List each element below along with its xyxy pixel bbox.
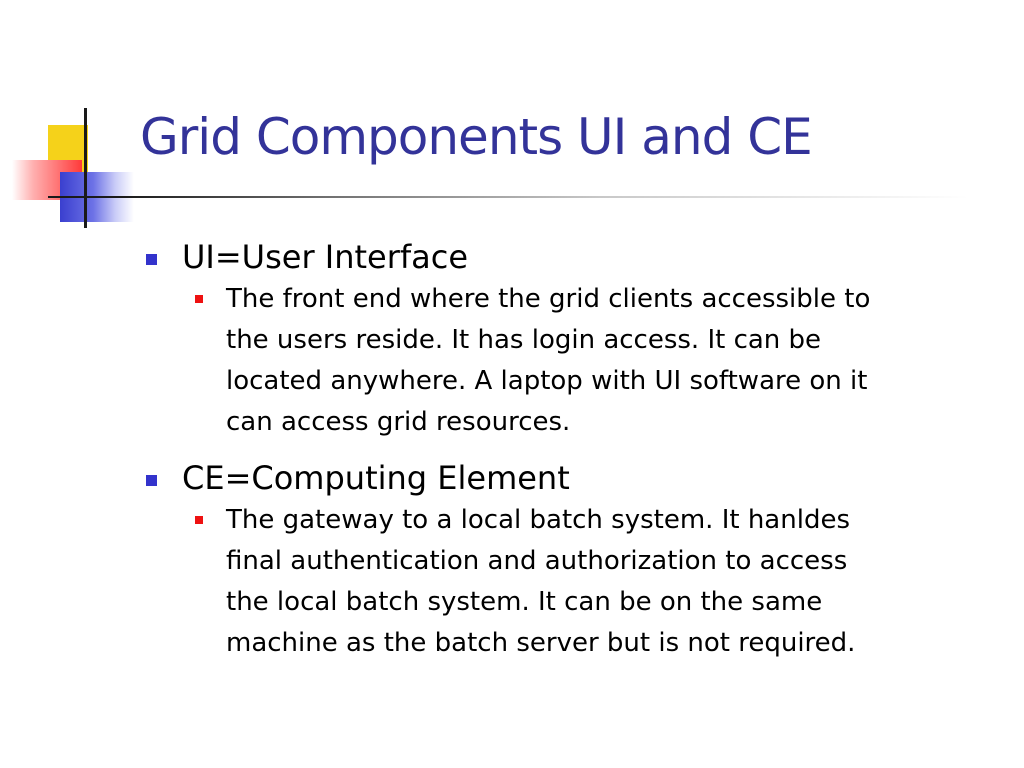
bullet-item-ce (146, 457, 996, 499)
sub-bullet-item-ce (192, 500, 996, 664)
slide-body (146, 236, 996, 664)
square-bullet-icon (146, 475, 157, 486)
sub-bullet-text: The front end where the grid clients accessible to the users reside. It has login access. It can be located anywhere. A laptop with UI software on it can access grid resources. (226, 284, 871, 437)
slide-title: Grid Components UI and CE (140, 108, 812, 166)
square-bullet-icon (195, 295, 203, 303)
sub-bullet-item-ui (192, 279, 996, 443)
title-underline (48, 196, 968, 198)
bullet-item-ui (146, 236, 996, 278)
bullet-heading: CE=Computing Element (182, 459, 570, 497)
sub-bullet-text: The gateway to a local batch system. It hanldes final authentication and authorization to access the local batch system. It can be on the same machine as the batch server but is not required. (226, 505, 856, 658)
bullet-heading: UI=User Interface (182, 238, 469, 276)
square-bullet-icon (195, 516, 203, 524)
square-bullet-icon (146, 254, 157, 265)
decorative-vertical-line (84, 108, 87, 228)
